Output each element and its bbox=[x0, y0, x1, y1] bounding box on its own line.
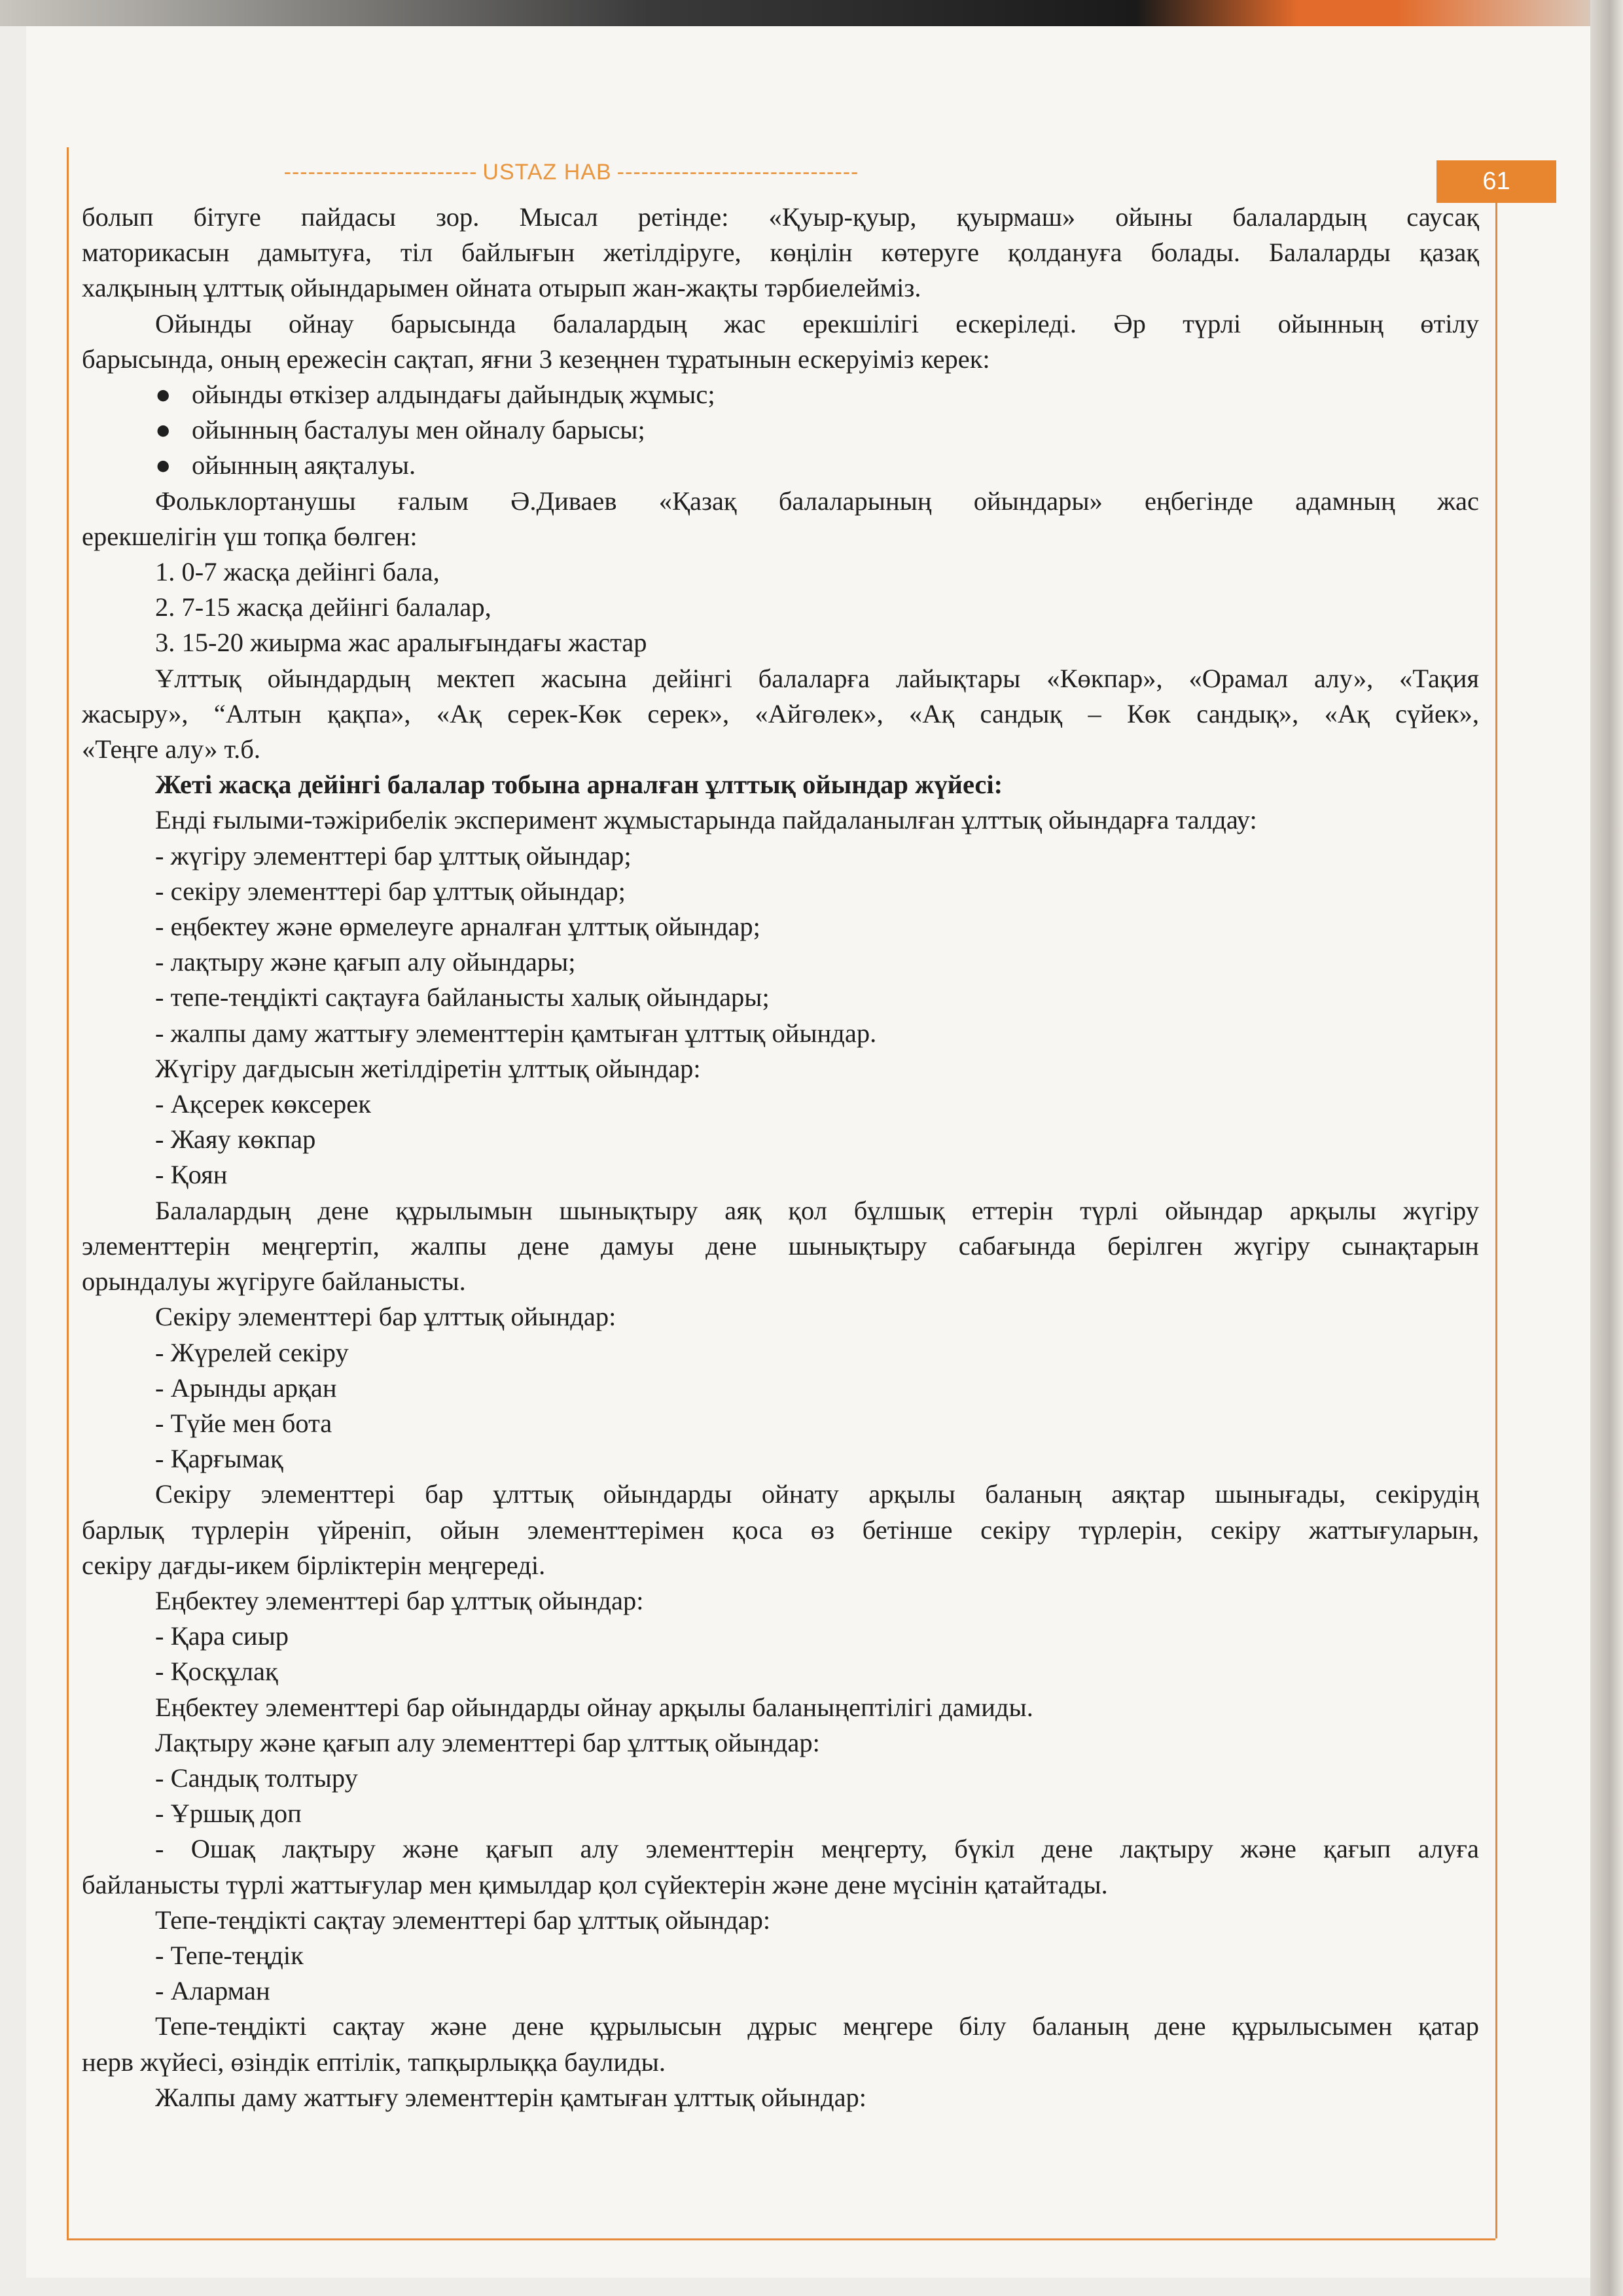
list-item: - жүгіру элементтері бар ұлттық ойындар; bbox=[155, 840, 632, 870]
bullet-item: ● ойынды өткізер алдындағы дайындық жұмыс; bbox=[82, 377, 1479, 412]
frame-bottom-rule bbox=[67, 2238, 1495, 2240]
page-number: 61 bbox=[1436, 160, 1556, 203]
list-item: - Қосқұлақ bbox=[155, 1657, 278, 1687]
paragraph-line: «Теңге алу» т.б. bbox=[82, 734, 260, 764]
list-item: - Жүрелей секіру bbox=[155, 1337, 349, 1367]
list-item: - Қоян bbox=[155, 1160, 228, 1190]
paragraph-line: секіру дағды-икем бірліктерін меңгереді. bbox=[82, 1550, 546, 1580]
paragraph-line: элементтерін меңгертіп, жалпы дене дамуы дене шынықтыру сабағында берілген жүгіру сынақтарын bbox=[82, 1230, 1479, 1261]
list-item: - Сандық толтыру bbox=[155, 1763, 358, 1793]
paragraph-line: жасыру», “Алтын қақпа», «Ақ серек-Көк серек», «Айгөлек», «Ақ сандық – Көк сандық», «Ақ сүйек», bbox=[82, 698, 1479, 728]
scan-edge-top bbox=[0, 0, 1623, 26]
subheading: Еңбектеу элементтері бар ұлттық ойындар: bbox=[155, 1585, 644, 1615]
paragraph-line: Еңбектеу элементтері бар ойындарды ойнау арқылы баланыңептілігі дамиды. bbox=[155, 1692, 1033, 1722]
list-item: - секіру элементтері бар ұлттық ойындар; bbox=[155, 876, 626, 906]
list-item: - Арынды арқан bbox=[155, 1372, 337, 1403]
list-item: - Қарғымақ bbox=[155, 1444, 283, 1474]
paragraph-line: Балалардың дене құрылымын шынықтыру аяқ қол бұлшық еттерін түрлі ойындар арқылы жүгіру bbox=[155, 1195, 1479, 1225]
bullet-dot-icon: ● bbox=[155, 380, 171, 410]
scan-edge-right bbox=[1590, 0, 1623, 2296]
paragraph-line: орындалуы жүгіруге байланысты. bbox=[82, 1266, 466, 1297]
bullet-dot-icon: ● bbox=[155, 415, 171, 445]
header-title: USTAZ HAB bbox=[482, 159, 612, 185]
list-item: - лақтыру және қағып алу ойындары; bbox=[155, 947, 576, 977]
list-item: - Жаяу көкпар bbox=[155, 1124, 316, 1155]
paragraph-line: Тепе-теңдікті сақтау және дене құрылысын дұрыс меңгере білу баланың дене құрылысымен қатар bbox=[155, 2011, 1479, 2041]
subheading: Тепе-теңдікті сақтау элементтері бар ұлттық ойындар: bbox=[155, 1905, 771, 1935]
list-item: - Аларман bbox=[155, 1976, 270, 2006]
list-item: 2. 7-15 жасқа дейінгі балалар, bbox=[155, 592, 491, 622]
bullet-item: ● ойынның аяқталуы. bbox=[82, 448, 1479, 483]
header-right-dashes: ------------------------------ bbox=[616, 159, 859, 185]
section-heading: Жеті жасқа дейінгі балалар тобына арналған ұлттық ойындар жүйесі: bbox=[155, 770, 1003, 800]
paragraph-line: барысында, оның ережесін сақтап, яғни 3 кезеңнен тұратынын ескеруіміз керек: bbox=[82, 344, 990, 374]
list-item: 1. 0-7 жасқа дейінгі бала, bbox=[155, 557, 440, 587]
paragraph-line: Енді ғылыми-тәжірибелік эксперимент жұмыстарында пайдаланылған ұлттық ойындарға талдау: bbox=[155, 805, 1257, 835]
list-item: - Қара сиыр bbox=[155, 1621, 289, 1651]
list-item: - Ақсерек көксерек bbox=[155, 1089, 371, 1119]
body-text bbox=[82, 200, 1479, 2115]
list-item: - жалпы даму жаттығу элементтерін қамтыған ұлттық ойындар. bbox=[155, 1018, 877, 1048]
paragraph-line: маторикасын дамытуға, тіл байлығын жетілдіруге, көңілін көтеруге қолдануға болады. Балаларды қазақ bbox=[82, 238, 1479, 268]
paragraph-line: Ойынды ойнау барысында балалардың жас ерекшілігі ескеріледі. Әр түрлі ойынның өтілу bbox=[155, 308, 1479, 338]
paragraph-line: Ұлттық ойындардың мектеп жасына дейінгі балаларға лайықтары «Көкпар», «Орамал алу», «Тақия bbox=[155, 663, 1479, 693]
subheading: Лақтыру және қағып алу элементтері бар ұлттық ойындар: bbox=[155, 1727, 820, 1757]
list-item: - Ұршық доп bbox=[155, 1799, 302, 1829]
frame-right-rule bbox=[1495, 202, 1497, 2238]
paragraph-line: Секіру элементтері бар ұлттық ойындарды ойнату арқылы баланың аяқтар шынығады, секірудің bbox=[155, 1479, 1479, 1509]
frame-left-rule bbox=[67, 147, 69, 2238]
list-item: - тепе-теңдікті сақтауға байланысты халық ойындары; bbox=[155, 982, 770, 1013]
paragraph-line: нерв жүйесі, өзіндік ептілік, тапқырлыққа баулиды. bbox=[82, 2047, 666, 2077]
list-item: - Түйе мен бота bbox=[155, 1408, 332, 1438]
running-header bbox=[234, 156, 908, 188]
subheading: Жалпы даму жаттығу элементтерін қамтыған ұлттық ойындар: bbox=[155, 2082, 867, 2112]
bullet-dot-icon: ● bbox=[155, 450, 171, 480]
subheading: Жүгіру дағдысын жетілдіретін ұлттық ойындар: bbox=[155, 1053, 701, 1083]
list-item: - еңбектеу және өрмелеуге арналған ұлттық ойындар; bbox=[155, 912, 760, 942]
paragraph-line: - Ошақ лақтыру және қағып алу элементтерін меңгерту, бүкіл дене лақтыру және қағып алуға bbox=[155, 1834, 1479, 1864]
paragraph-line: Фольклортанушы ғалым Ә.Диваев «Қазақ балаларының ойындары» еңбегінде адамның жас bbox=[155, 486, 1479, 516]
subheading: Секіру элементтері бар ұлттық ойындар: bbox=[155, 1302, 616, 1332]
paragraph-line: байланысты түрлі жаттығулар мен қимылдар қол сүйектерін және дене мүсінін қатайтады. bbox=[82, 1869, 1108, 1899]
paragraph-line: халқының ұлттық ойындарымен ойната отырып жан-жақты тәрбиелейміз. bbox=[82, 273, 921, 303]
page bbox=[26, 26, 1590, 2278]
list-item: 3. 15-20 жиырма жас аралығындағы жастар bbox=[155, 628, 647, 658]
paragraph-line: ерекшелігін үш топқа бөлген: bbox=[82, 521, 418, 551]
paragraph-line: болып бітуге пайдасы зор. Мысал ретінде: «Қуыр-қуыр, қуырмаш» ойыны балалардың саусақ bbox=[82, 202, 1479, 232]
list-item: - Тепе-теңдік bbox=[155, 1940, 304, 1970]
header-left-dashes: ------------------------ bbox=[283, 159, 478, 185]
bullet-item: ● ойынның басталуы мен ойналу барысы; bbox=[82, 412, 1479, 448]
paragraph-line: барлық түрлерін үйреніп, ойын элементтерімен қоса өз бетінше секіру түрлерін, секіру жаттығуларын, bbox=[82, 1515, 1479, 1545]
